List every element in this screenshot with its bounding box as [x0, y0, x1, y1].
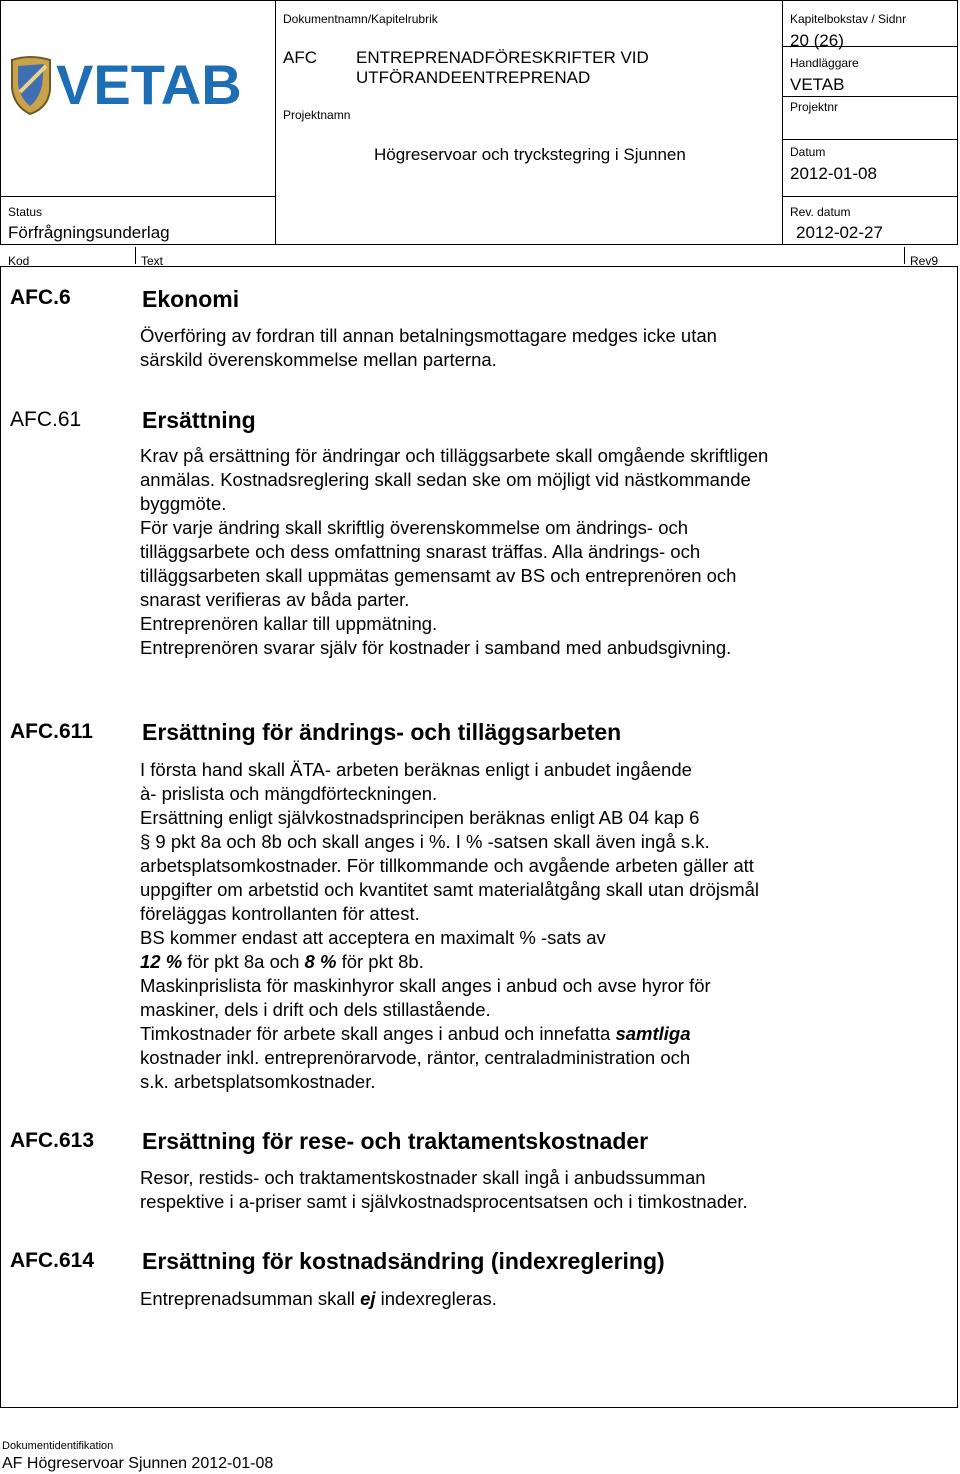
section-title: Ekonomi	[142, 286, 240, 312]
rate-8a: 12 %	[140, 951, 183, 972]
footer-value: AF Högreservoar Sjunnen 2012-01-08	[2, 1455, 274, 1472]
status-label: Status	[8, 205, 43, 219]
datum: 2012-01-08	[790, 164, 877, 183]
section-text: Krav på ersättning för ändringar och tilläggsarbete skall omgående skriftligen anmälas. Kostnadsreglering skall sedan ske om möjligt vid nästkommande byggmöte. För varje ändring skall skriftlig överenskommelse om ändrings- och tilläggsarbete och dess omfattning snarast träffas. Alla ändrings- och tilläggsarbeten skall uppmätas gemensamt av BS och entreprenören och snarast verifieras av båda parter. Entreprenören kallar till uppmätning. Entreprenören svarar själv för kostnader i samband med anbudsgivning.	[140, 445, 769, 658]
section-text: Entreprenadsumman skall ej indexregleras.	[140, 1288, 497, 1309]
col-rev: Rev9	[910, 254, 939, 268]
section-text: Överföring av fordran till annan betalningsmottagare medges icke utan särskild överenskommelse mellan parterna.	[140, 325, 717, 370]
vetab-logo	[8, 52, 270, 118]
afc-code: AFC	[283, 48, 317, 67]
kapitel-label: Kapitelbokstav / Sidnr	[790, 12, 907, 26]
rate-8b: 8 %	[304, 951, 337, 972]
section-title: Ersättning för rese- och traktamentskostnader	[142, 1128, 649, 1154]
footer-label: Dokumentidentifikation	[2, 1440, 114, 1452]
projektnamn: Högreservoar och tryckstegring i Sjunnen	[374, 145, 686, 164]
projektnamn-label: Projektnamn	[283, 108, 351, 122]
logo-text: VETAB	[56, 53, 242, 116]
dokumentnamn-label: Dokumentnamn/Kapitelrubrik	[283, 12, 438, 26]
section-title: Ersättning för ändrings- och tilläggsarbeten	[142, 719, 622, 745]
sidnr: 20 (26)	[790, 31, 844, 50]
projektnr-label: Projektnr	[790, 100, 839, 114]
rev-datum: 2012-02-27	[796, 223, 883, 242]
section-text: I första hand skall ÄTA- arbeten beräknas enligt i anbudet ingående à- prislista och mängdförteckningen. Ersättning enligt självkostnadsprincipen beräknas enligt AB 04 kap 6 § 9 pkt 8a och 8b och skall anges i %. I % -satsen skall även ingå s.k. arbetsplatsomkostnader. För tillkommande och avgående arbeten gäller att uppgifter om arbetstid och kvantitet samt materialåtgång skall utan dröjsmål föreläggas kontrollanten för attest. BS kommer endast att acceptera en maximalt % -sats av 12 % för pkt 8a och 8 % för pkt 8b. Maskinprislista för maskinhyror skall anges i anbud och avse hyror för maskiner, dels i drift och dels stillastående. Timkostnader för arbete skall anges i anbud och innefatta samtliga kostnader inkl. entreprenörarvode, räntor, centraladministration och s.k. arbetsplatsomkostnader.	[140, 759, 760, 1092]
section-title: Ersättning	[142, 407, 256, 433]
section-code: AFC.611	[10, 720, 93, 743]
rev-datum-label: Rev. datum	[790, 205, 851, 219]
title-line-1: ENTREPRENADFÖRESKRIFTER VID	[356, 48, 649, 67]
col-text: Text	[141, 254, 164, 268]
datum-label: Datum	[790, 145, 826, 159]
section-text: Resor, restids- och traktamentskostnader skall ingå i anbudssumman respektive i a-priser samt i självkostnadsprocentsatsen och i timkostnader.	[140, 1167, 748, 1212]
col-kod: Kod	[8, 254, 30, 268]
section-code: AFC.614	[10, 1249, 95, 1272]
status: Förfrågningsunderlag	[8, 223, 170, 242]
handlaggare: VETAB	[790, 75, 845, 94]
handlaggare-label: Handläggare	[790, 56, 859, 70]
section-code: AFC.6	[10, 286, 71, 309]
section-code: AFC.61	[10, 408, 82, 431]
section-code: AFC.613	[10, 1129, 95, 1152]
title-line-2: UTFÖRANDEENTREPRENAD	[356, 68, 591, 87]
section-title: Ersättning för kostnadsändring (indexreglering)	[142, 1248, 665, 1274]
